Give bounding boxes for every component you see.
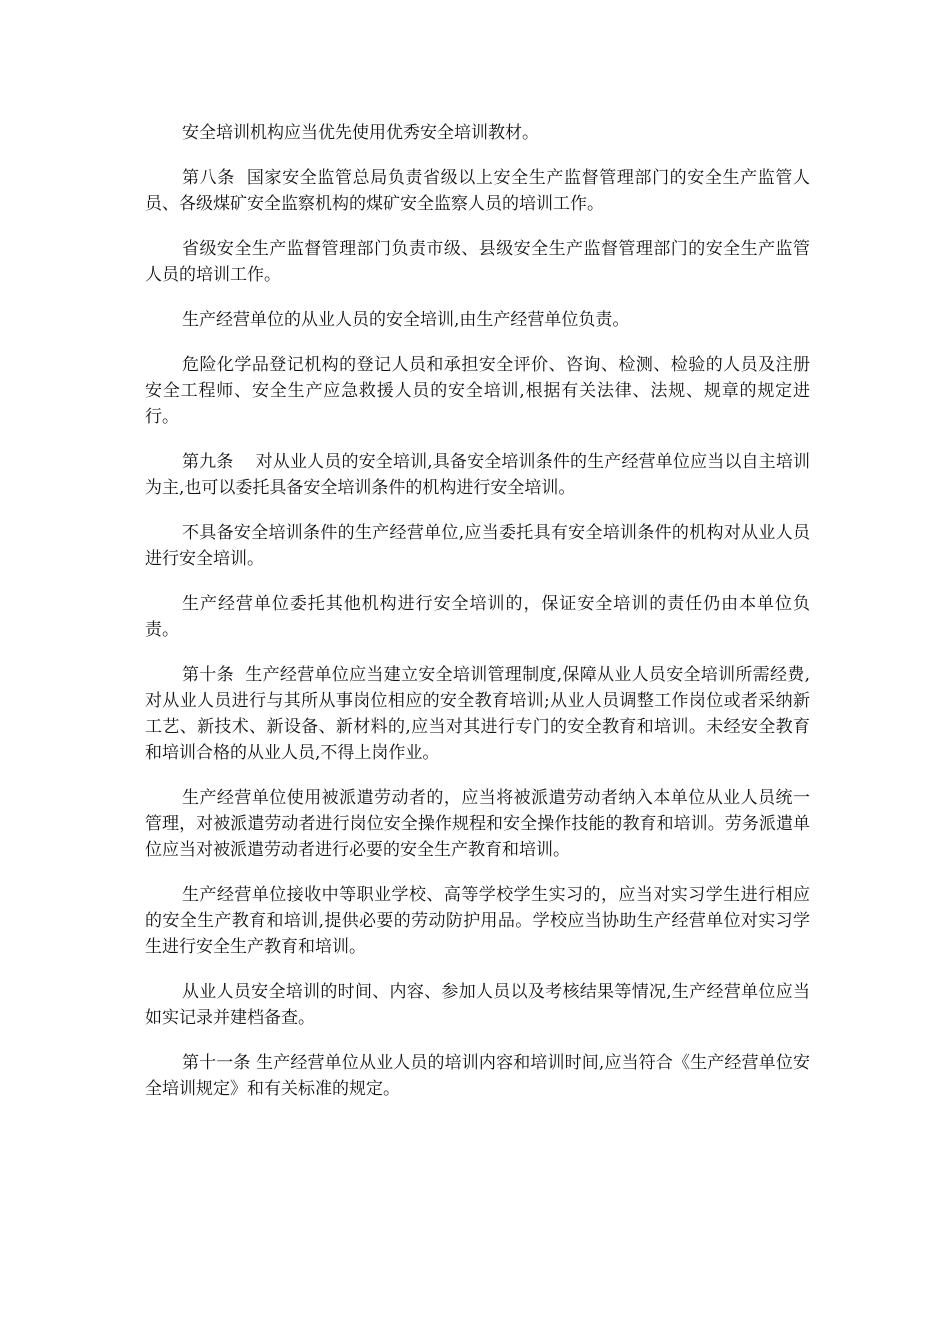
paragraph-training-materials: 安全培训机构应当优先使用优秀安全培训教材。 bbox=[182, 123, 539, 143]
paragraph-chemical-registration: 危险化学品登记机构的登记人员和承担安全评价、咨询、检测、检验的人员及注册安全工程师、安全生产应急救援人员的安全培训,根据有关法律、法规、规章的规定进行。 bbox=[145, 355, 810, 427]
document-body bbox=[145, 120, 810, 1121]
paragraph-entrusted-training: 不具备安全培训条件的生产经营单位,应当委托具有安全培训条件的机构对从业人员进行安全培训。 bbox=[145, 523, 810, 569]
paragraph-employee-training: 生产经营单位的从业人员的安全培训,由生产经营单位负责。 bbox=[182, 310, 630, 330]
paragraph-dispatched-workers: 生产经营单位使用被派遣劳动者的，应当将被派遣劳动者纳入本单位从业人员统一管理，对被派遣劳动者进行岗位安全操作规程和安全操作技能的教育和培训。劳务派遣单位应当对被派遣劳动者进行必要的安全生产教育和培训。 bbox=[145, 788, 810, 860]
paragraph-responsibility: 生产经营单位委托其他机构进行安全培训的，保证安全培训的责任仍由本单位负责。 bbox=[145, 594, 810, 640]
paragraph-article-8: 第八条 国家安全监管总局负责省级以上安全生产监督管理部门的安全生产监管人员、各级煤矿安全监察机构的煤矿安全监察人员的培训工作。 bbox=[145, 168, 810, 214]
paragraph-provincial-training: 省级安全生产监督管理部门负责市级、县级安全生产监督管理部门的安全生产监管人员的培训工作。 bbox=[145, 239, 810, 285]
paragraph-article-10: 第十条 生产经营单位应当建立安全培训管理制度,保障从业人员安全培训所需经费,对从业人员进行与其所从事岗位相应的安全教育培训;从业人员调整工作岗位或者采纳新工艺、新技术、新设备、新材料的,应当对其进行专门的安全教育和培训。未经安全教育和培训合格的从业人员,不得上岗作业。 bbox=[145, 665, 810, 763]
paragraph-training-records: 从业人员安全培训的时间、内容、参加人员以及考核结果等情况,生产经营单位应当如实记录并建档备查。 bbox=[145, 982, 810, 1028]
paragraph-article-11: 第十一条 生产经营单位从业人员的培训内容和培训时间,应当符合《生产经营单位安全培训规定》和有关标准的规定。 bbox=[145, 1053, 810, 1099]
paragraph-article-9: 第九条 对从业人员的安全培训,具备安全培训条件的生产经营单位应当以自主培训为主,也可以委托具备安全培训条件的机构进行安全培训。 bbox=[145, 452, 810, 498]
paragraph-student-interns: 生产经营单位接收中等职业学校、高等学校学生实习的，应当对实习学生进行相应的安全生产教育和培训,提供必要的劳动防护用品。学校应当协助生产经营单位对实习学生进行安全生产教育和培训。 bbox=[145, 885, 810, 957]
